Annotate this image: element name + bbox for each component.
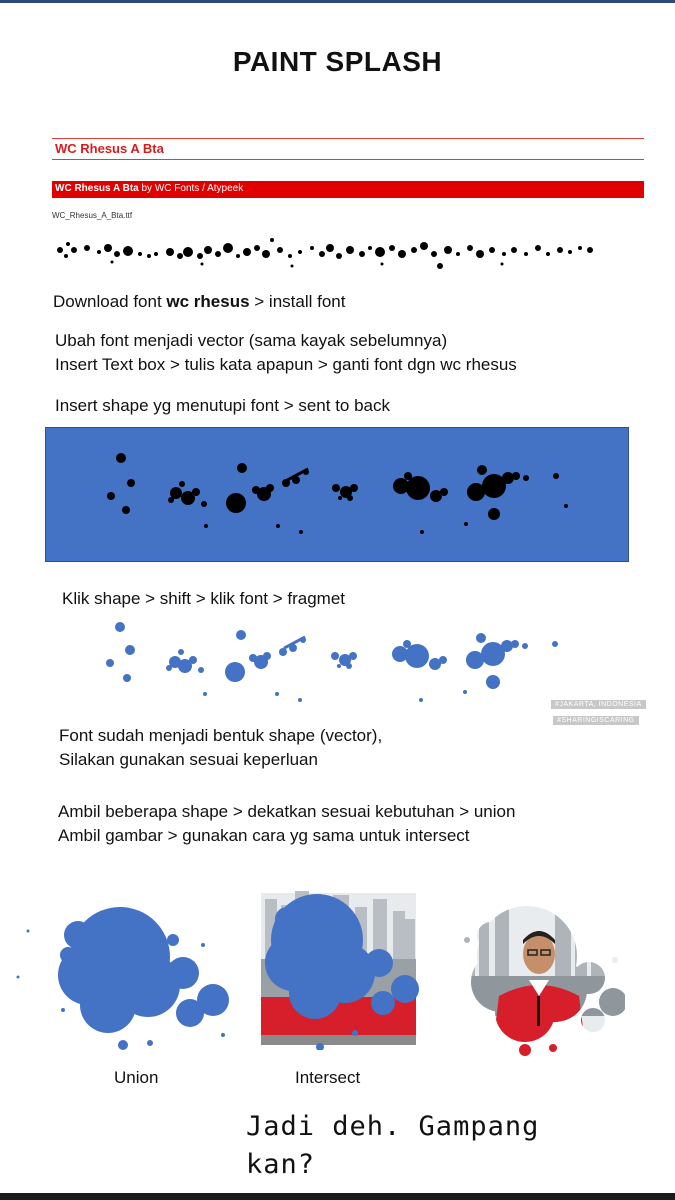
- step-result-line-1: Font sudah menjadi bentuk shape (vector),: [59, 726, 383, 745]
- step-download-prefix: Download font: [53, 292, 167, 311]
- font-band-author: by WC Fonts / Atypeek: [138, 183, 244, 194]
- blue-shape-behind-font[interactable]: [45, 427, 629, 562]
- closing-text: [246, 1108, 539, 1184]
- watermark-location: #JAKARTA, INDONESIA: [551, 700, 646, 709]
- intersect-caption: Intersect: [295, 1068, 361, 1087]
- intersect-photo-and-shape: [255, 885, 425, 1050]
- font-name-box: [52, 138, 644, 160]
- union-caption: Union: [114, 1068, 159, 1087]
- step-download: [53, 290, 345, 314]
- font-preview-splatter: [52, 226, 597, 276]
- page-title: PAINT SPLASH: [232, 46, 443, 77]
- closing-line-2: kan?: [246, 1149, 316, 1180]
- font-website-crop: [52, 118, 646, 278]
- cropped-nav-row: [52, 118, 646, 128]
- step-union-line-1: Ambil beberapa shape > dekatkan sesuai kebutuhan > union: [58, 802, 516, 821]
- step-result-line-2: Silakan gunakan sesuai keperluan: [59, 750, 318, 769]
- font-band-title: WC Rhesus A Bta: [55, 183, 139, 194]
- closing-line-1: Jadi deh. Gampang: [246, 1111, 540, 1142]
- step-convert-line-2: Insert Text box > tulis kata apapun > ganti font dgn wc rhesus: [55, 355, 517, 374]
- black-splatter-text: [46, 428, 628, 561]
- step-download-font-name: wc rhesus: [166, 292, 250, 311]
- splash-photo-cutout[interactable]: [455, 900, 625, 1060]
- step-insert-shape: Insert shape yg menutupi font > sent to back: [55, 396, 391, 415]
- step-fragment: Klik shape > shift > klik font > fragmet: [62, 589, 345, 608]
- union-splash-shape[interactable]: [8, 895, 233, 1060]
- blue-splatter-shapes[interactable]: [95, 618, 575, 708]
- font-name-label: WC Rhesus A Bta: [55, 141, 164, 156]
- font-title-band[interactable]: [52, 181, 644, 198]
- font-file-name: WC_Rhesus_A_Bta.ttf: [52, 211, 133, 220]
- step-convert-line-1: Ubah font menjadi vector (sama kayak sebelumnya): [55, 331, 448, 350]
- step-union-line-2: Ambil gambar > gunakan cara yg sama untuk intersect: [58, 826, 470, 845]
- intersect-demo[interactable]: [255, 885, 425, 1050]
- step-download-suffix: > install font: [249, 292, 346, 311]
- watermark-hashtag: #SHARINGISCARING: [553, 716, 639, 725]
- bottom-border: [0, 1193, 675, 1200]
